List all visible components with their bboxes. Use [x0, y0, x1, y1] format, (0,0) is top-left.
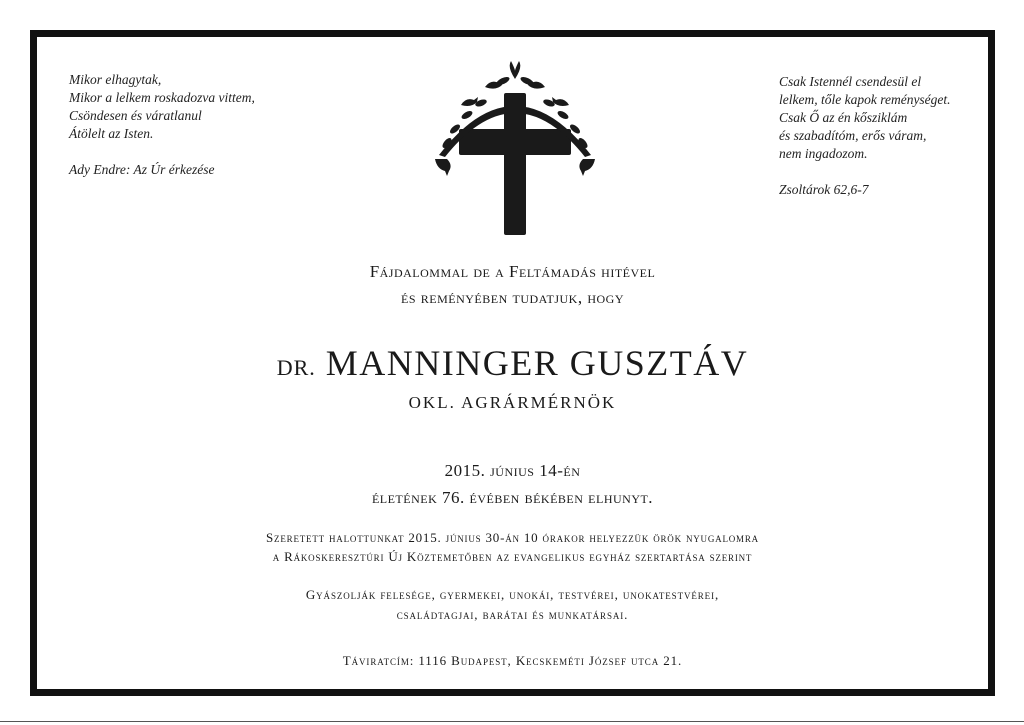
deceased-name: MANNINGER GUSZTÁV: [325, 343, 749, 383]
burial-line: Szeretett halottunkat 2015. június 30-án 10 órakor helyezzük örök nyugalomra: [266, 530, 759, 545]
poem-left-line: Mikor a lelkem roskadozva vittem,: [69, 90, 255, 105]
obituary-card: [30, 30, 995, 696]
poem-right-line: lelkem, tőle kapok reménységet.: [779, 92, 951, 107]
date-line: 2015. június 14-én: [444, 461, 581, 480]
name-prefix: DR.: [276, 355, 316, 380]
intro-line: és reményében tudatjuk, hogy: [401, 288, 624, 307]
telegram-address: Táviratcím: 1116 Budapest, Kecskeméti József utca 21.: [342, 653, 683, 668]
deceased-name-heading: [37, 342, 988, 384]
burial-line: a Rákoskeresztúri Új Köztemetőben az evangelikus egyház szertartása szerint: [272, 549, 753, 564]
page-divider: [0, 721, 1024, 722]
date-line: életének 76. évében békében elhunyt.: [371, 488, 654, 507]
poem-right: [779, 73, 979, 199]
poem-right-line: Csak Ő az én kősziklám: [779, 110, 908, 125]
mourners-line: családtagjai, barátai és munkatársai.: [396, 607, 629, 622]
poem-right-source: Zsoltárok 62,6-7: [779, 182, 869, 197]
poem-left-line: Csöndesen és váratlanul: [69, 108, 202, 123]
poem-left-line: Átölelt az Isten.: [69, 126, 154, 141]
poem-right-line: nem ingadozom.: [779, 146, 868, 161]
cross-with-birds-icon: [425, 57, 605, 237]
deceased-title: OKL. AGRÁRMÉRNÖK: [408, 393, 617, 412]
burial-info: [37, 528, 988, 566]
poem-left-line: Mikor elhagytak,: [69, 72, 162, 87]
poem-right-line: Csak Istennél csendesül el: [779, 74, 922, 89]
mourners-line: Gyászolják felesége, gyermekei, unokái, testvérei, unokatestvérei,: [305, 587, 720, 602]
intro-text: [37, 259, 988, 311]
mourners-list: [37, 585, 988, 625]
date-of-death: [37, 457, 988, 511]
poem-right-line: és szabadítóm, erős váram,: [779, 128, 927, 143]
poem-left: [69, 71, 329, 179]
poem-left-source: Ady Endre: Az Úr érkezése: [69, 162, 215, 177]
intro-line: Fájdalommal de a Feltámadás hitével: [369, 262, 656, 281]
